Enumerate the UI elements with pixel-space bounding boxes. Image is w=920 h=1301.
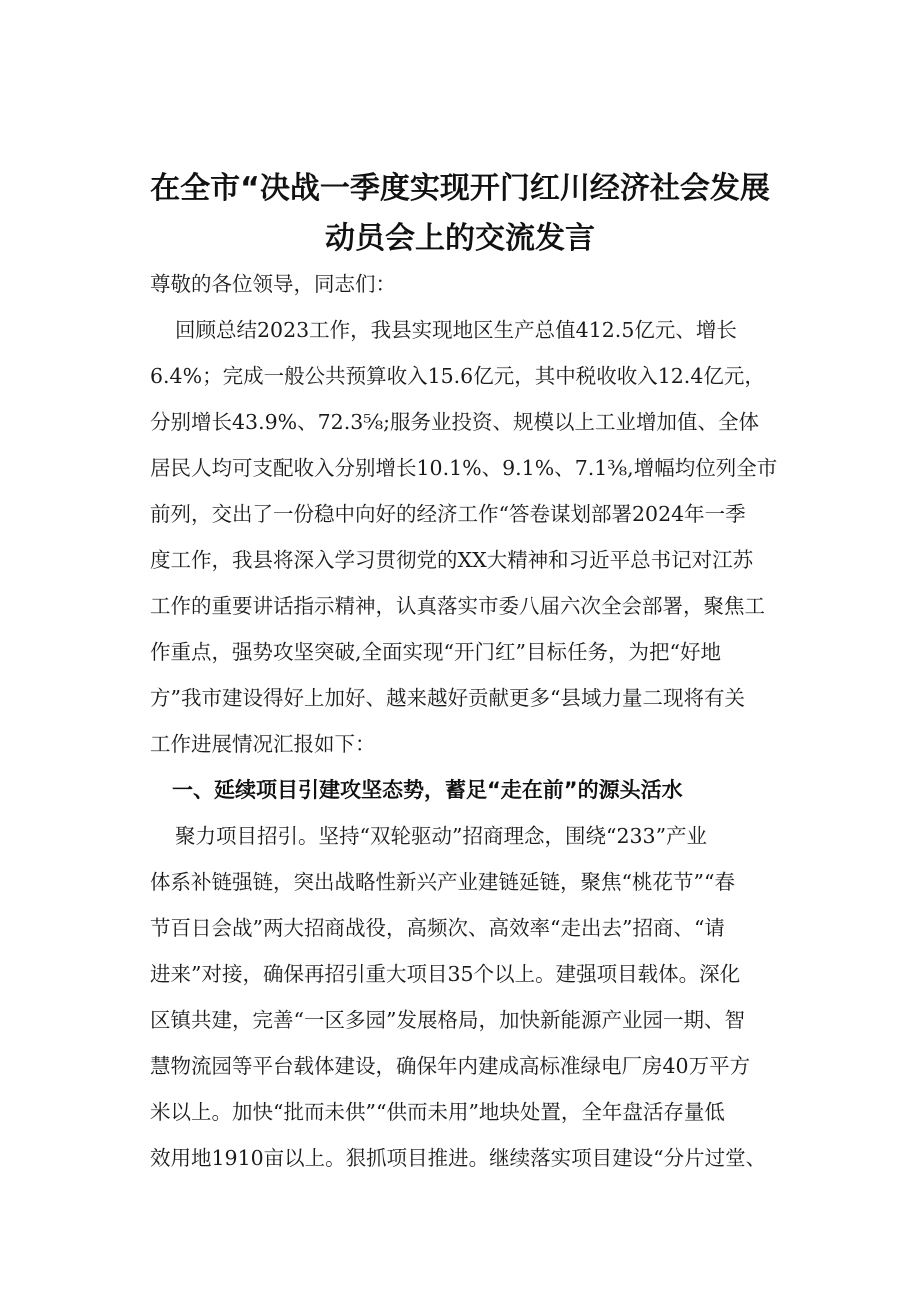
document-title-line-2: 动员会上的交流发言 <box>325 221 595 256</box>
paragraph-line: 聚力项目招引。坚持“双轮驱动”招商理念，围绕“233”产业 <box>175 824 708 848</box>
paragraph-line: 区镇共建，完善“一区多园”发展格局，加快新能源产业园一期、智 <box>150 1008 745 1032</box>
paragraph-line: 6.4%；完成一般公共预算收入15.6亿元，其中税收收入12.4亿元， <box>150 364 765 388</box>
paragraph-line: 作重点，强势攻坚突破,全面实现“开门红”目标任务，为把“好地 <box>150 640 721 664</box>
greeting: 尊敬的各位领导，同志们： <box>150 272 396 296</box>
paragraph-line: 进来”对接，确保再招引重大项目35个以上。建强项目载体。深化 <box>150 962 741 986</box>
document-title-line-1: 在全市“决战一季度实现开门红川经济社会发展 <box>150 171 770 206</box>
paragraph-line: 度工作，我县将深入学习贯彻党的XX大精神和习近平总书记对江苏 <box>150 548 754 572</box>
paragraph-line: 工作的重要讲话指示精神，认真落实市委八届六次全会部署，聚焦工 <box>150 594 765 618</box>
paragraph-line: 方”我市建设得好上加好、越来越好贡献更多“县域力量二现将有关 <box>150 686 745 710</box>
section-heading-1: 一、延续项目引建攻坚态势，蓄足“走在前”的源头活水 <box>172 778 683 802</box>
paragraph-line: 节百日会战”两大招商战役，高频次、高效率“走出去”招商、“请 <box>150 916 725 940</box>
paragraph-line: 体系补链强链，突出战略性新兴产业建链延链，聚焦“桃花节”“春 <box>150 870 735 894</box>
paragraph-line: 分别增长43.9%、72.3⅝;服务业投资、规模以上工业增加值、全体 <box>150 410 760 434</box>
paragraph-line: 回顾总结2023工作，我县实现地区生产总值412.5亿元、增长 <box>175 318 737 342</box>
paragraph-line: 工作进展情况汇报如下： <box>150 732 376 756</box>
paragraph-line: 前列，交出了一份稳中向好的经济工作“答卷谋划部署2024年一季 <box>150 502 746 526</box>
paragraph-line: 居民人均可支配收入分别增长10.1%、9.1%、7.1⅜,增幅均位列全市 <box>150 456 778 480</box>
paragraph-line: 米以上。加快“批而未供”“供而未用”地块处置，全年盘活存量低 <box>150 1100 725 1124</box>
paragraph-line: 慧物流园等平台载体建设，确保年内建成高标准绿电厂房40万平方 <box>150 1054 751 1078</box>
paragraph-line: 效用地1910亩以上。狠抓项目推进。继续落实项目建设“分片过堂、 <box>150 1146 767 1170</box>
